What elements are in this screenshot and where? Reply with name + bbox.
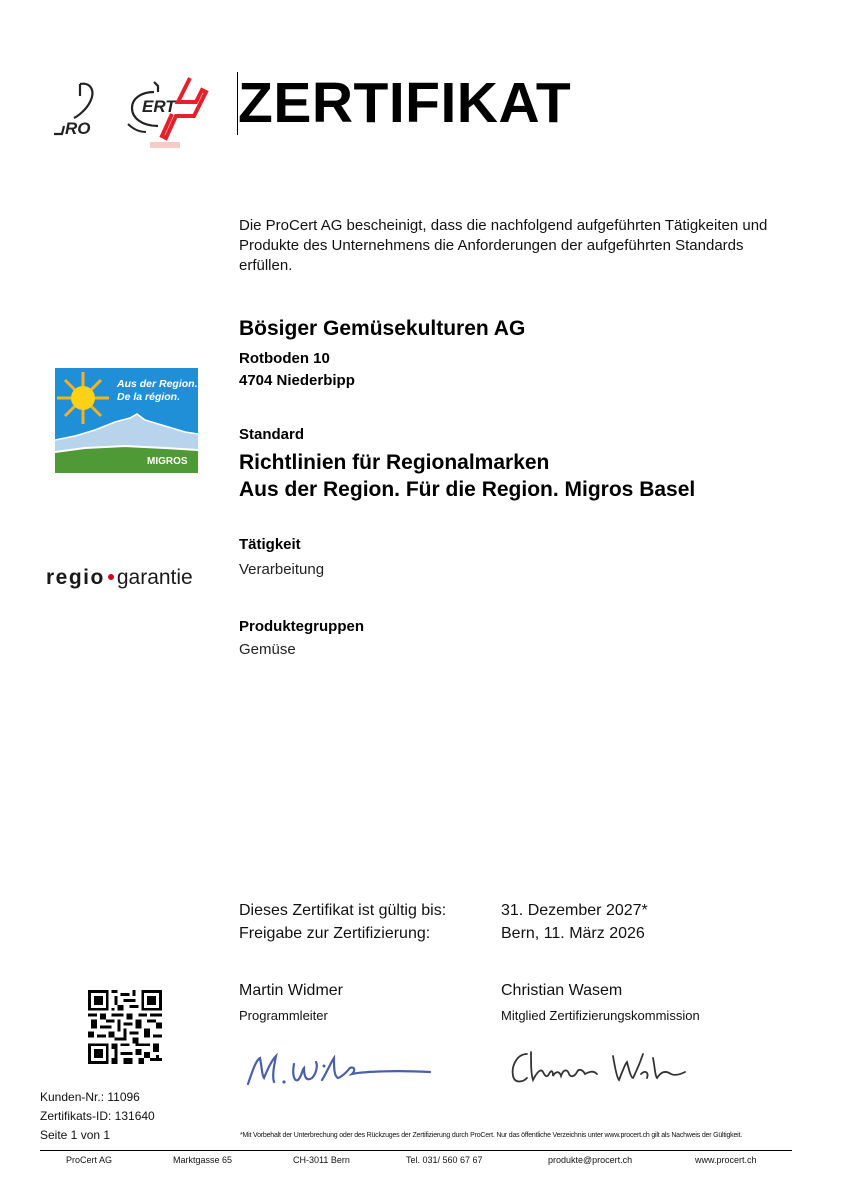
- release-value: Bern, 11. März 2026: [501, 925, 645, 942]
- products-label: Produktegruppen: [239, 618, 365, 635]
- migros-slogan-de: Aus der Region.: [117, 378, 198, 390]
- customer-number: Kunden-Nr.: 11096: [40, 1090, 140, 1104]
- svg-text:RO: RO: [65, 119, 91, 138]
- qr-code-icon: [88, 990, 162, 1064]
- standard-title: [239, 449, 695, 503]
- disclaimer: *Mit Vorbehalt der Unterbrechung oder des Rückzuges der Zertifizierung durch ProCert. Nur das öffentliche Verzeichnis unter www.procert.ch gilt als Nachweis der Gültigkeit.: [240, 1132, 743, 1139]
- signatory-2-role: Mitglied Zertifizierungskommission: [501, 1008, 700, 1023]
- migros-region-logo: [55, 368, 198, 473]
- footer-company: ProCert AG: [66, 1155, 113, 1165]
- signature-1-icon: [240, 1046, 440, 1091]
- products-value: Gemüse: [239, 641, 296, 658]
- footer-website[interactable]: www.procert.ch: [695, 1155, 757, 1165]
- procert-logo-icon: [50, 72, 210, 152]
- migros-brand: MIGROS: [147, 456, 188, 467]
- intro-text: Die ProCert AG bescheinigt, dass die nachfolgend aufgeführten Tätigkeiten und Produkte des Unternehmens die Anforderungen der aufgeführten Standards erfüllen.: [239, 217, 768, 274]
- page-number: Seite 1 von 1: [40, 1128, 111, 1142]
- footer-street: Marktgasse 65: [173, 1155, 233, 1165]
- valid-until-value: 31. Dezember 2027*: [501, 902, 648, 919]
- migros-slogan-fr: De la région.: [117, 391, 181, 403]
- page-title: ZERTIFIKAT: [238, 71, 572, 135]
- company-street: Rotboden 10: [239, 350, 330, 367]
- signatory-1: [239, 981, 343, 1025]
- footer-phone: Tel. 031/ 560 67 67: [406, 1155, 483, 1165]
- company-address: [239, 348, 355, 392]
- standard-line-2: Aus der Region. Für die Region. Migros Basel: [239, 478, 696, 501]
- regio-garantie-logo: [46, 566, 193, 590]
- validity-block: [239, 899, 648, 945]
- footer-email[interactable]: produkte@procert.ch: [548, 1155, 633, 1165]
- activity-value: Verarbeitung: [239, 561, 325, 578]
- signatory-1-name: Martin Widmer: [239, 982, 344, 999]
- procert-logo: [50, 72, 210, 152]
- footer-divider: [40, 1150, 792, 1151]
- standard-line-1: Richtlinien für Regionalmarken: [239, 451, 550, 474]
- certificate-id: Zertifikats-ID: 131640: [40, 1109, 155, 1123]
- company-name: Bösiger Gemüsekulturen AG: [239, 317, 526, 340]
- signatory-2: [501, 981, 700, 1025]
- svg-text:ERT: ERT: [142, 97, 176, 116]
- signature-2-icon: [505, 1044, 695, 1089]
- release-label: Freigabe zur Zertifizierung:: [239, 925, 431, 942]
- company-city: 4704 Niederbipp: [239, 372, 355, 389]
- standard-label: Standard: [239, 426, 305, 443]
- signatory-1-role: Programmleiter: [239, 1008, 328, 1023]
- regio-logo-bold: regio: [46, 566, 105, 589]
- footer-city: CH-3011 Bern: [293, 1155, 350, 1165]
- valid-until-label: Dieses Zertifikat ist gültig bis:: [239, 902, 447, 919]
- certificate-meta: [40, 1088, 155, 1145]
- activity-label: Tätigkeit: [239, 536, 301, 553]
- regio-dot-icon: [108, 574, 114, 580]
- qr-code: [88, 990, 162, 1064]
- regio-logo-light: garantie: [116, 566, 193, 589]
- signatory-2-name: Christian Wasem: [501, 982, 623, 999]
